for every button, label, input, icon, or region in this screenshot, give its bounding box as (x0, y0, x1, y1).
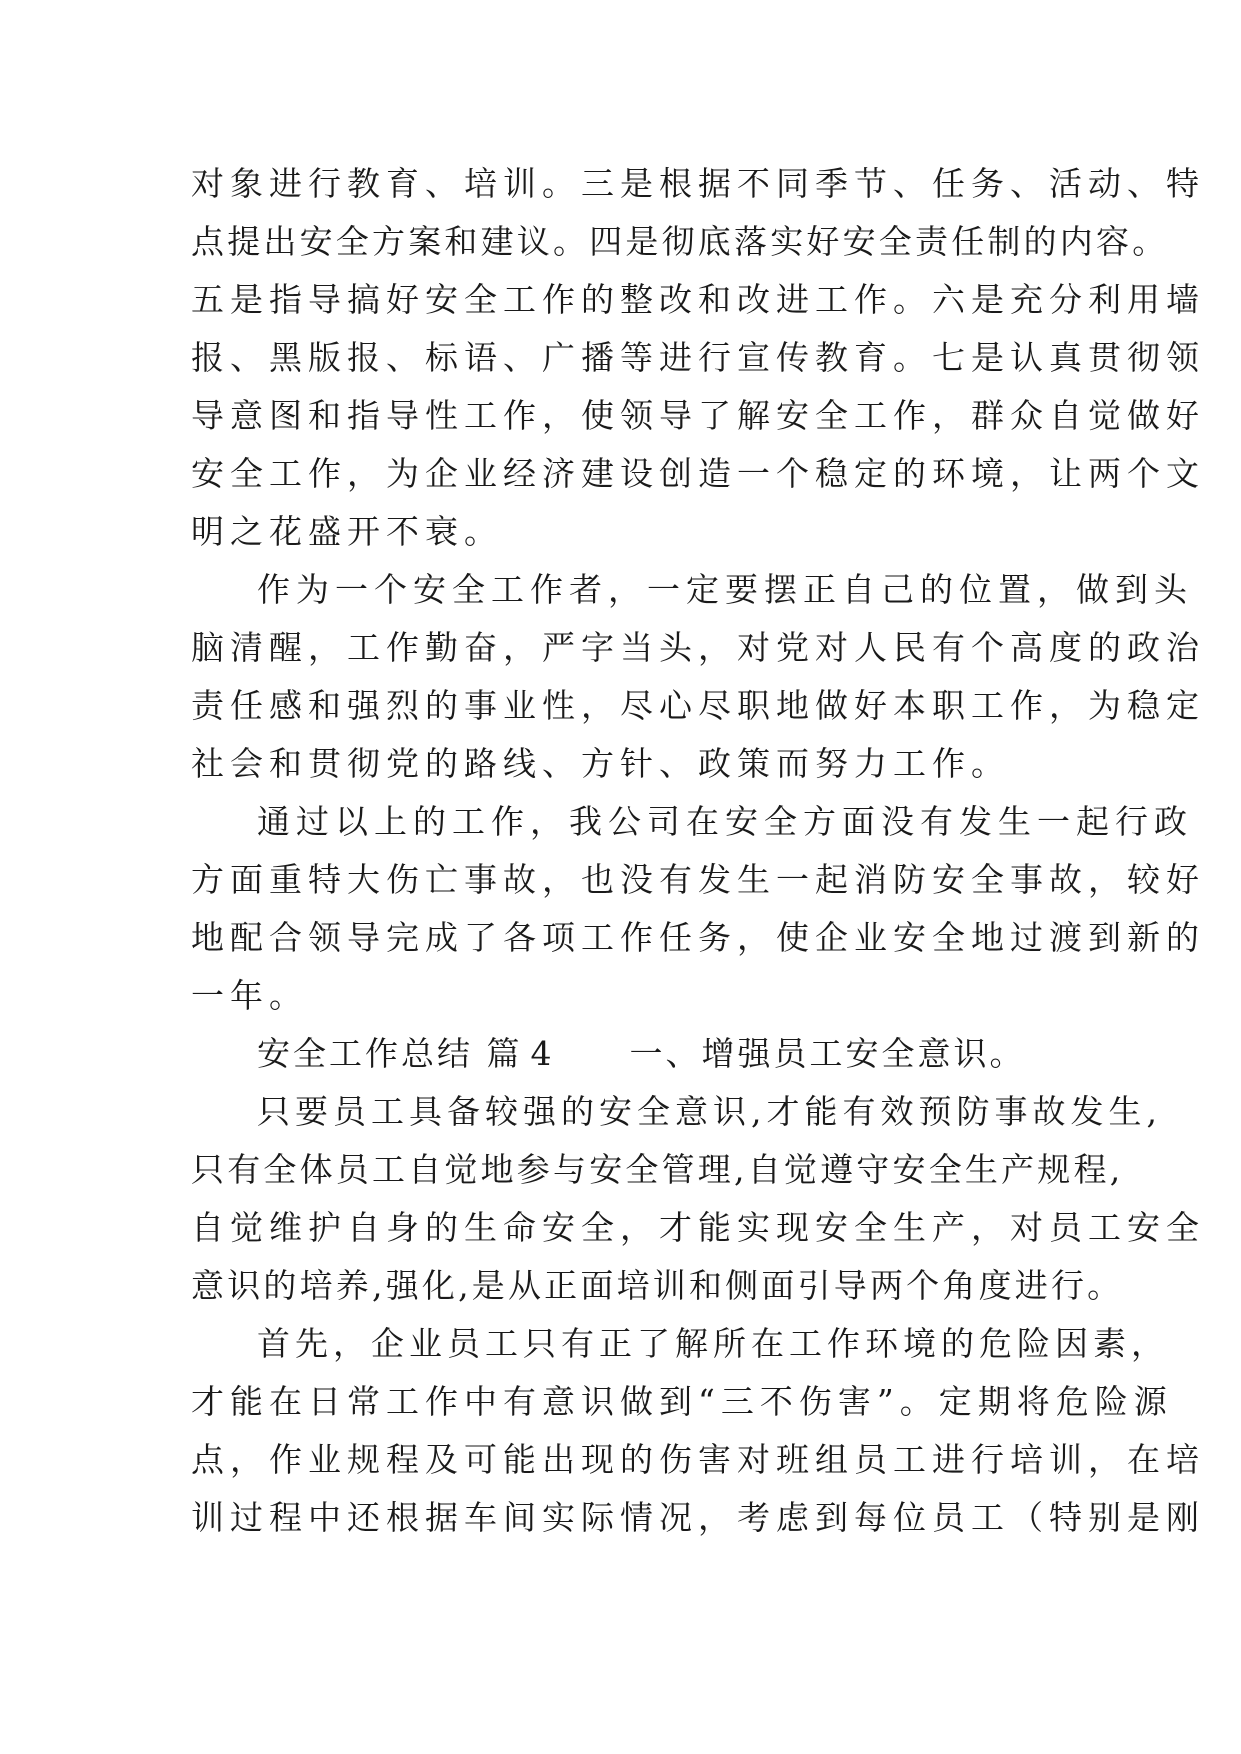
text-line: 脑清醒，工作勤奋，严字当头，对党对人民有个高度的政治 (191, 628, 1205, 667)
paragraph-first-line: 只要员工具备较强的安全意识,才能有效预防事故发生, (257, 1092, 1162, 1131)
paragraph-first-line: 作为一个安全工作者，一定要摆正自己的位置，做到头 (257, 570, 1193, 609)
text-line: 自觉维护自身的生命安全，才能实现安全生产，对员工安全 (191, 1208, 1205, 1247)
heading-title: 安全工作总结 (257, 1034, 473, 1073)
heading-number: 4 (530, 1034, 552, 1073)
paragraph-first-line: 通过以上的工作，我公司在安全方面没有发生一起行政 (257, 802, 1193, 841)
paragraph-first-line: 首先，企业员工只有正了解所在工作环境的危险因素， (257, 1324, 1169, 1363)
document-body (191, 155, 1205, 1547)
text-line: 点提出安全方案和建议。四是彻底落实好安全责任制的内容。 (191, 222, 1169, 261)
text-line: 对象进行教育、培训。三是根据不同季节、任务、活动、特 (191, 164, 1205, 203)
text-line: 地配合领导完成了各项工作任务，使企业安全地过渡到新的 (191, 918, 1205, 957)
text-line: 训过程中还根据车间实际情况，考虑到每位员工（特别是刚 (191, 1498, 1205, 1537)
text-line: 一年。 (191, 976, 308, 1015)
text-line: 导意图和指导性工作，使领导了解安全工作，群众自觉做好 (191, 396, 1205, 435)
text-line: 只有全体员工自觉地参与安全管理,自觉遵守安全生产规程, (191, 1150, 1124, 1189)
text-line: 才能在日常工作中有意识做到“三不伤害”。定期将危险源 (191, 1382, 1173, 1421)
heading-subtitle: 一、增强员工安全意识。 (629, 1034, 1026, 1073)
text-line: 明之花盛开不衰。 (191, 512, 503, 551)
section-heading (191, 1025, 1091, 1083)
text-line: 安全工作，为企业经济建设创造一个稳定的环境，让两个文 (191, 454, 1205, 493)
text-line: 方面重特大伤亡事故，也没有发生一起消防安全事故，较好 (191, 860, 1205, 899)
text-line: 点，作业规程及可能出现的伤害对班组员工进行培训，在培 (191, 1440, 1205, 1479)
text-line: 责任感和强烈的事业性，尽心尽职地做好本职工作，为稳定 (191, 686, 1205, 725)
text-line: 报、黑版报、标语、广播等进行宣传教育。七是认真贯彻领 (191, 338, 1205, 377)
text-line: 社会和贯彻党的路线、方针、政策而努力工作。 (191, 744, 1010, 783)
text-line: 意识的培养,强化,是从正面培训和侧面引导两个角度进行。 (191, 1266, 1124, 1305)
heading-part: 篇 (486, 1034, 523, 1073)
text-line: 五是指导搞好安全工作的整改和改进工作。六是充分利用墙 (191, 280, 1205, 319)
